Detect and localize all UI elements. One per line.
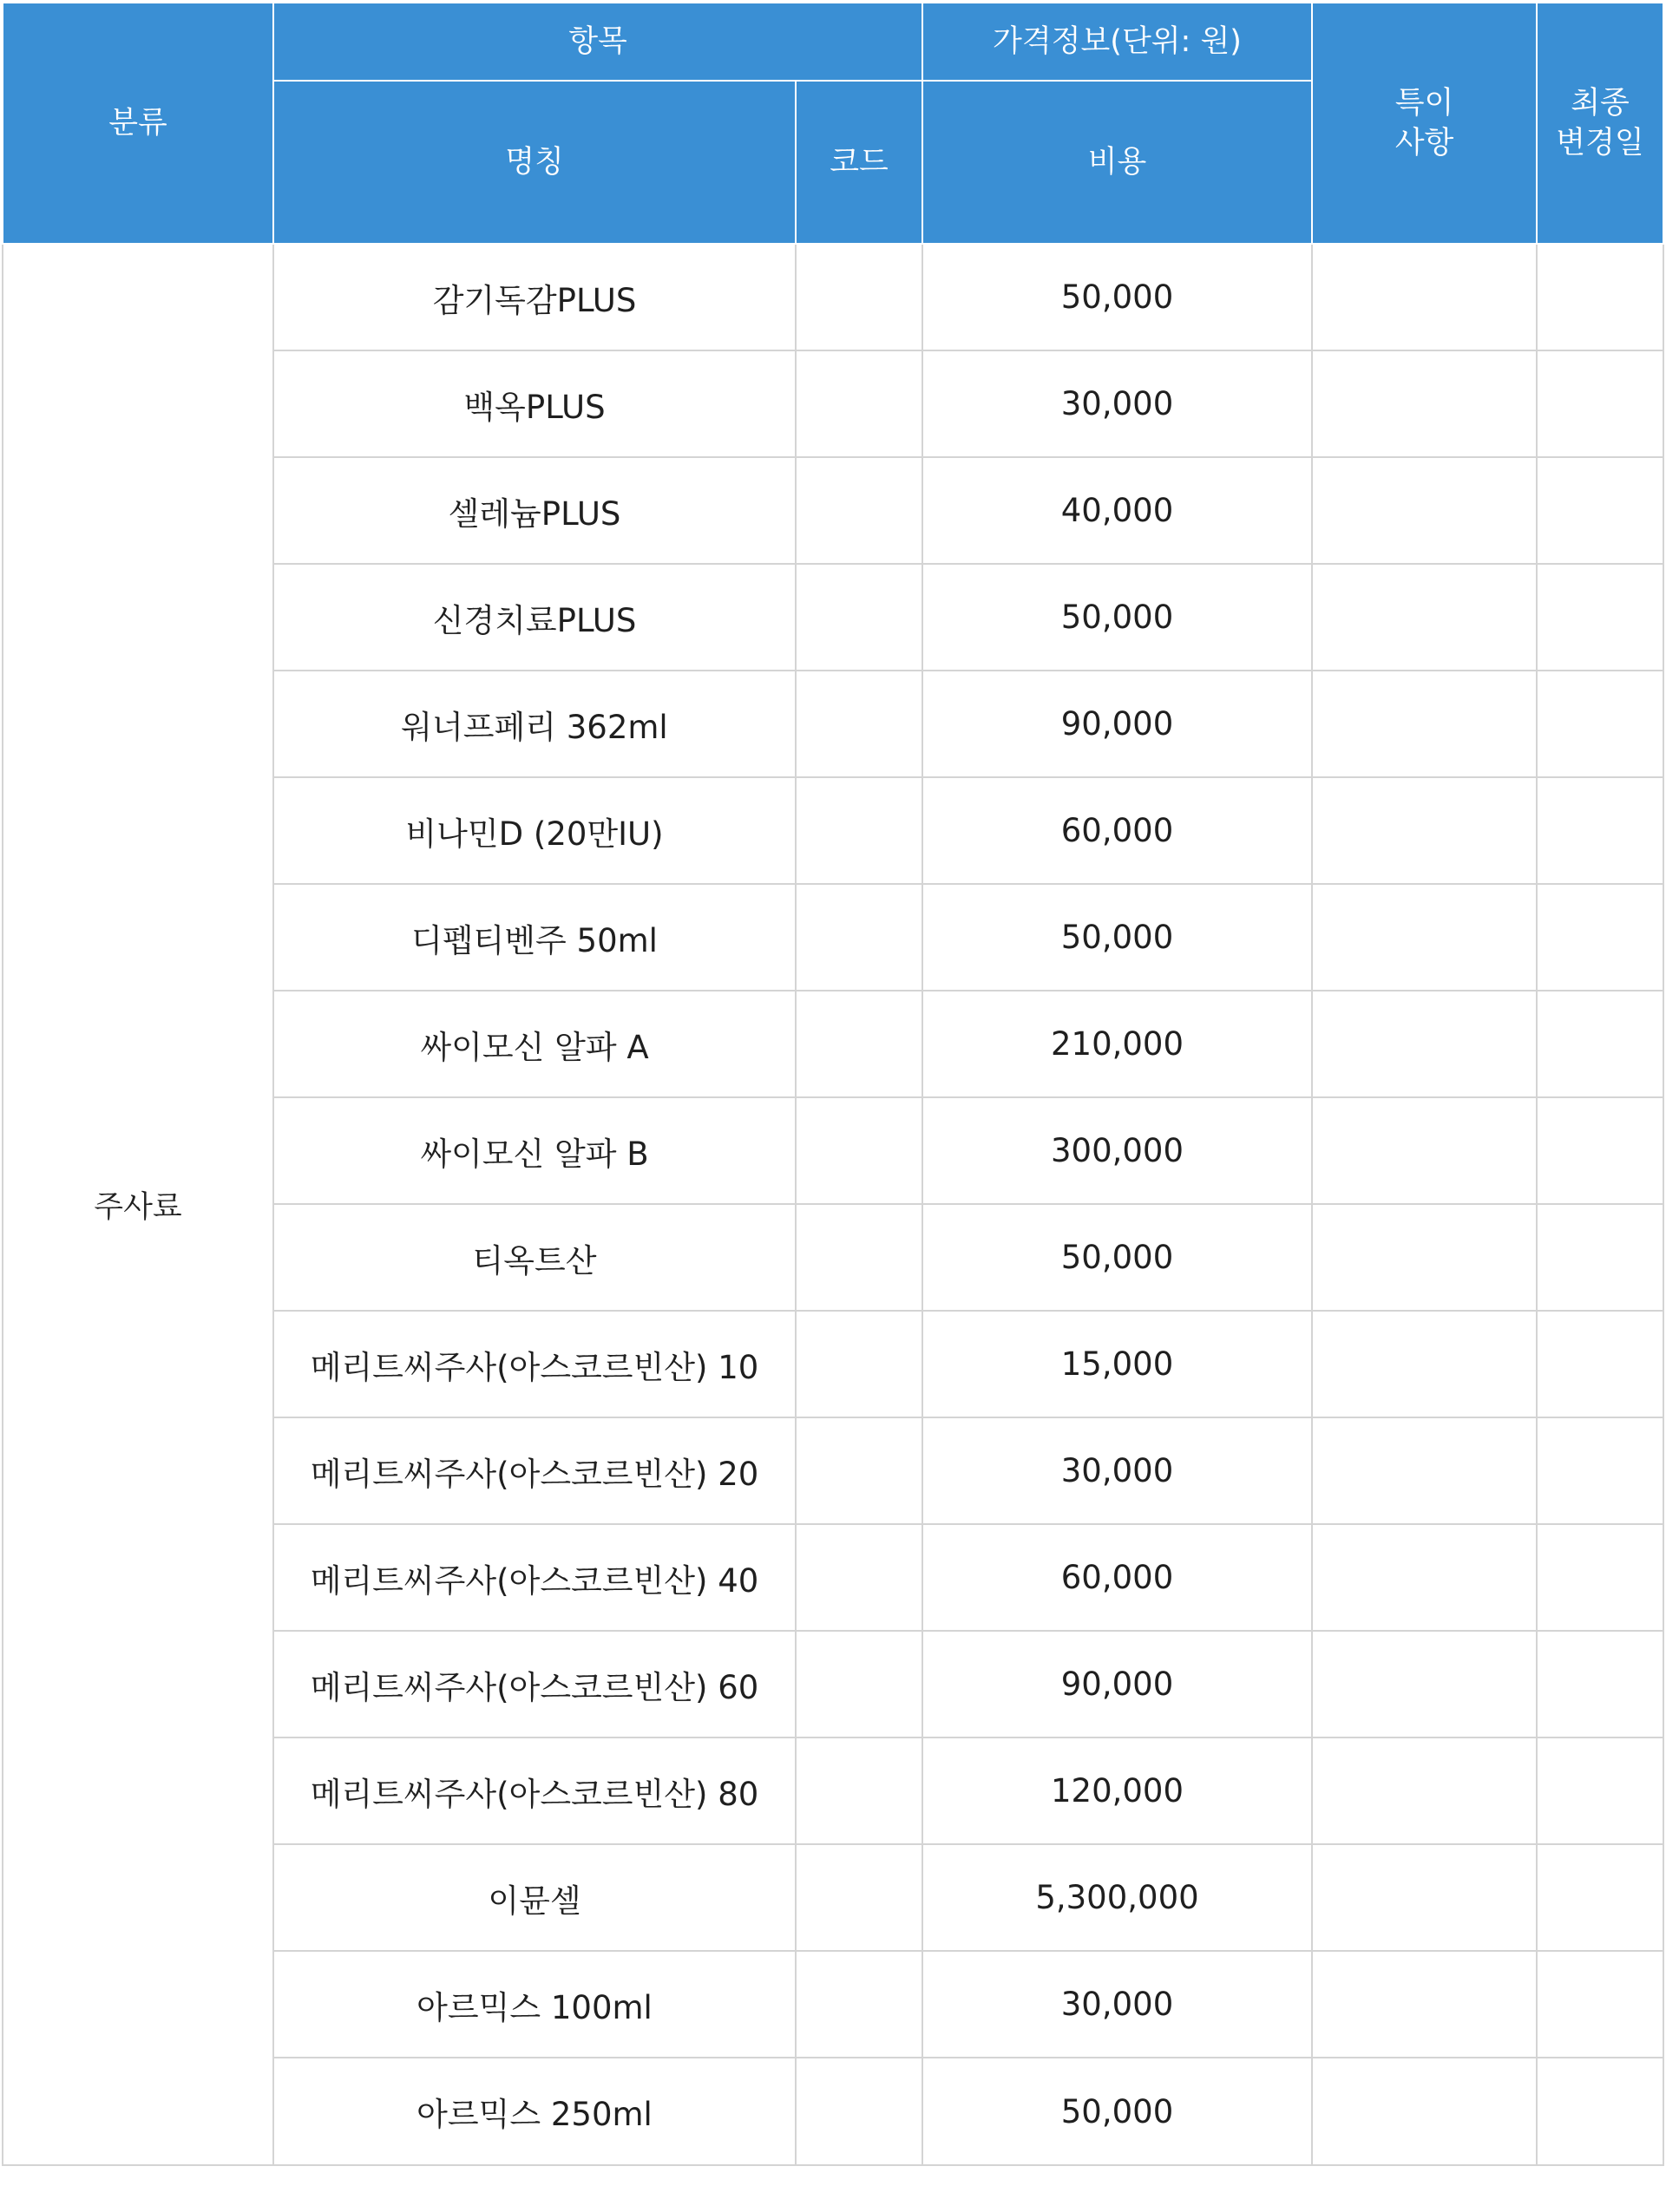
item-cost-cell: 30,000 xyxy=(922,350,1312,457)
item-note-cell xyxy=(1312,1844,1537,1951)
item-code-cell xyxy=(796,1204,922,1311)
item-date-cell xyxy=(1537,991,1663,1097)
item-note-cell xyxy=(1312,1311,1537,1417)
item-note-cell xyxy=(1312,350,1537,457)
item-name-cell: 싸이모신 알파 B xyxy=(273,1097,796,1204)
item-cost-cell: 50,000 xyxy=(922,2058,1312,2165)
item-name-cell: 비나민D (20만IU) xyxy=(273,777,796,884)
item-date-cell xyxy=(1537,1738,1663,1844)
item-name-cell: 셀레늄PLUS xyxy=(273,457,796,564)
item-note-cell xyxy=(1312,1631,1537,1738)
item-cost-cell: 50,000 xyxy=(922,1204,1312,1311)
item-note-cell xyxy=(1312,671,1537,777)
item-cost-cell: 60,000 xyxy=(922,777,1312,884)
item-code-cell xyxy=(796,1417,922,1524)
table-row xyxy=(3,244,1663,350)
item-date-cell xyxy=(1537,2058,1663,2165)
item-name-cell: 메리트씨주사(아스코르빈산) 80 xyxy=(273,1738,796,1844)
item-note-cell xyxy=(1312,564,1537,671)
header-name: 명칭 xyxy=(273,81,796,244)
item-name-cell: 백옥PLUS xyxy=(273,350,796,457)
item-date-cell xyxy=(1537,671,1663,777)
header-note: 특이 사항 xyxy=(1312,3,1537,244)
item-code-cell xyxy=(796,1097,922,1204)
item-code-cell xyxy=(796,564,922,671)
item-cost-cell: 60,000 xyxy=(922,1524,1312,1631)
item-code-cell xyxy=(796,1524,922,1631)
item-name-cell: 메리트씨주사(아스코르빈산) 20 xyxy=(273,1417,796,1524)
item-date-cell xyxy=(1537,884,1663,991)
item-code-cell xyxy=(796,671,922,777)
item-code-cell xyxy=(796,1631,922,1738)
item-date-cell xyxy=(1537,1204,1663,1311)
item-name-cell: 메리트씨주사(아스코르빈산) 60 xyxy=(273,1631,796,1738)
header-last-modified: 최종 변경일 xyxy=(1537,3,1663,244)
table-header xyxy=(3,3,1663,244)
item-name-cell: 감기독감PLUS xyxy=(273,244,796,350)
header-code: 코드 xyxy=(796,81,922,244)
item-note-cell xyxy=(1312,244,1537,350)
item-name-cell: 메리트씨주사(아스코르빈산) 10 xyxy=(273,1311,796,1417)
category-cell: 주사료 xyxy=(3,244,273,2165)
item-date-cell xyxy=(1537,1097,1663,1204)
item-code-cell xyxy=(796,884,922,991)
item-code-cell xyxy=(796,457,922,564)
item-cost-cell: 90,000 xyxy=(922,1631,1312,1738)
item-cost-cell: 300,000 xyxy=(922,1097,1312,1204)
item-cost-cell: 15,000 xyxy=(922,1311,1312,1417)
item-code-cell xyxy=(796,1311,922,1417)
item-name-cell: 메리트씨주사(아스코르빈산) 40 xyxy=(273,1524,796,1631)
item-date-cell xyxy=(1537,350,1663,457)
item-date-cell xyxy=(1537,1951,1663,2058)
item-date-cell xyxy=(1537,1844,1663,1951)
item-cost-cell: 5,300,000 xyxy=(922,1844,1312,1951)
item-name-cell: 워너프페리 362ml xyxy=(273,671,796,777)
item-name-cell: 티옥트산 xyxy=(273,1204,796,1311)
item-cost-cell: 30,000 xyxy=(922,1951,1312,2058)
item-code-cell xyxy=(796,1738,922,1844)
item-note-cell xyxy=(1312,1738,1537,1844)
item-code-cell xyxy=(796,777,922,884)
item-note-cell xyxy=(1312,457,1537,564)
item-cost-cell: 40,000 xyxy=(922,457,1312,564)
price-table xyxy=(2,2,1664,2166)
item-code-cell xyxy=(796,350,922,457)
item-note-cell xyxy=(1312,991,1537,1097)
item-name-cell: 싸이모신 알파 A xyxy=(273,991,796,1097)
item-note-cell xyxy=(1312,1524,1537,1631)
price-table-container xyxy=(2,2,1664,2166)
item-note-cell xyxy=(1312,1951,1537,2058)
item-date-cell xyxy=(1537,1631,1663,1738)
item-cost-cell: 50,000 xyxy=(922,564,1312,671)
item-cost-cell: 120,000 xyxy=(922,1738,1312,1844)
header-price-group: 가격정보(단위: 원) xyxy=(922,3,1312,81)
item-name-cell: 아르믹스 250ml xyxy=(273,2058,796,2165)
item-date-cell xyxy=(1537,1524,1663,1631)
item-name-cell: 아르믹스 100ml xyxy=(273,1951,796,2058)
item-code-cell xyxy=(796,2058,922,2165)
item-date-cell xyxy=(1537,1311,1663,1417)
item-cost-cell: 30,000 xyxy=(922,1417,1312,1524)
item-date-cell xyxy=(1537,564,1663,671)
item-date-cell xyxy=(1537,777,1663,884)
item-cost-cell: 50,000 xyxy=(922,244,1312,350)
item-date-cell xyxy=(1537,457,1663,564)
item-date-cell xyxy=(1537,1417,1663,1524)
header-cost: 비용 xyxy=(922,81,1312,244)
item-note-cell xyxy=(1312,1204,1537,1311)
header-category: 분류 xyxy=(3,3,273,244)
item-code-cell xyxy=(796,991,922,1097)
item-cost-cell: 210,000 xyxy=(922,991,1312,1097)
header-item-group: 항목 xyxy=(273,3,922,81)
item-name-cell: 신경치료PLUS xyxy=(273,564,796,671)
item-name-cell: 이뮨셀 xyxy=(273,1844,796,1951)
item-code-cell xyxy=(796,1844,922,1951)
item-note-cell xyxy=(1312,777,1537,884)
item-note-cell xyxy=(1312,1097,1537,1204)
item-date-cell xyxy=(1537,244,1663,350)
item-note-cell xyxy=(1312,2058,1537,2165)
item-note-cell xyxy=(1312,1417,1537,1524)
item-cost-cell: 50,000 xyxy=(922,884,1312,991)
item-code-cell xyxy=(796,1951,922,2058)
table-body xyxy=(3,244,1663,2165)
item-cost-cell: 90,000 xyxy=(922,671,1312,777)
item-code-cell xyxy=(796,244,922,350)
item-note-cell xyxy=(1312,884,1537,991)
item-name-cell: 디펩티벤주 50ml xyxy=(273,884,796,991)
